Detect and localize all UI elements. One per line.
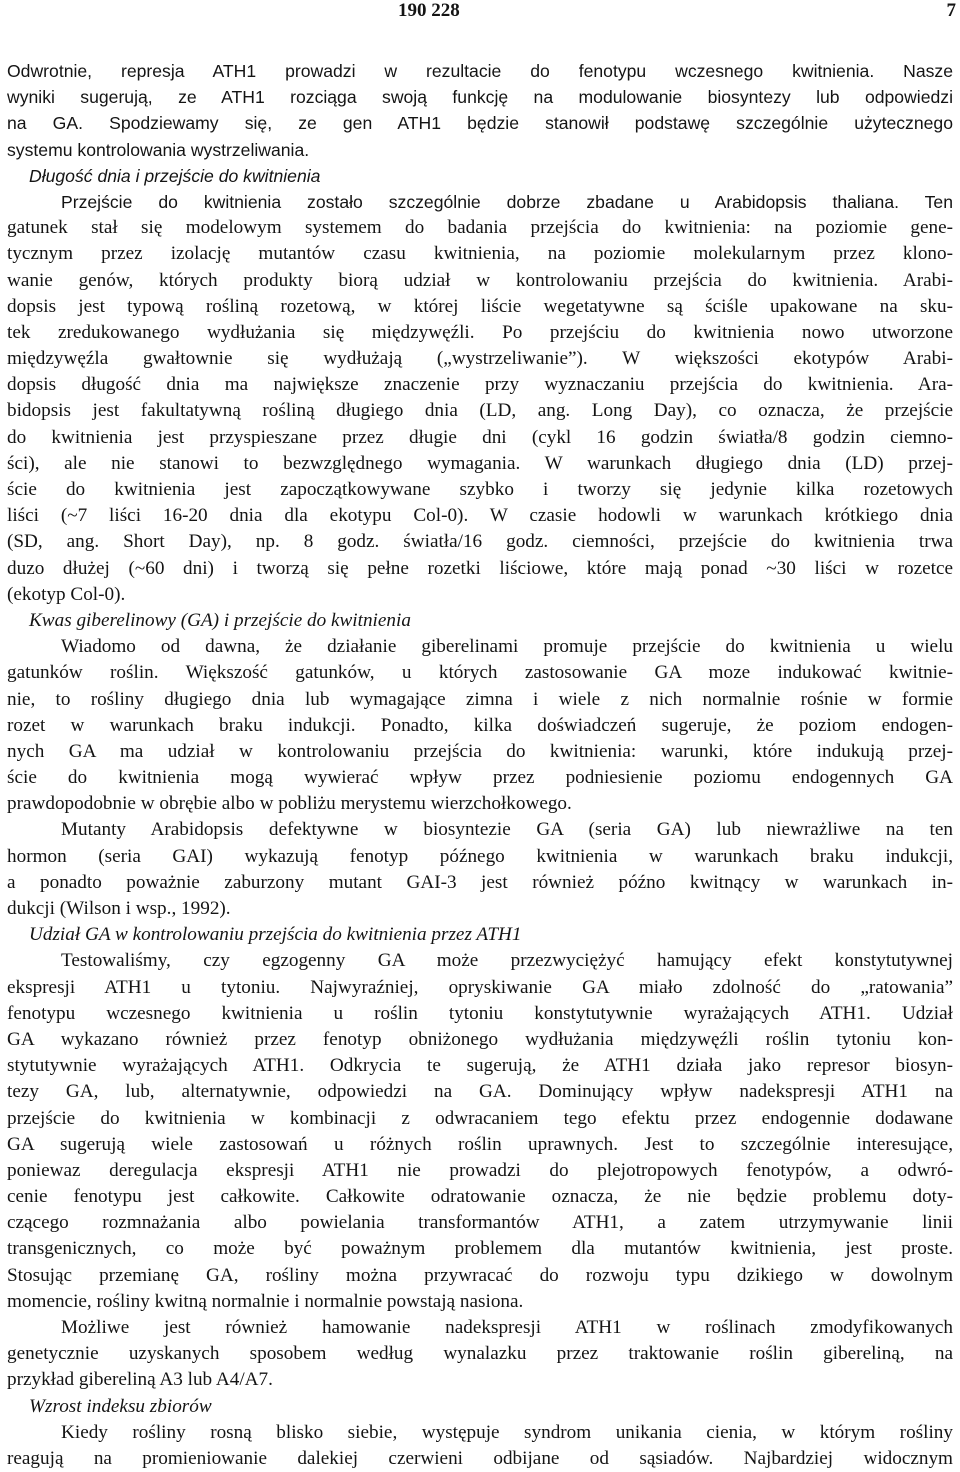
text-line: momencie, rośliny kwitną normalnie i normalnie powstają nasiona. <box>7 1290 524 1312</box>
text-line: Mutanty Arabidopsis defektywne w biosyntezie GA (seria GA) lub niewrażliwe na ten <box>61 819 953 841</box>
text-line: ście do kwitnienia jest zapoczątkowywane szybko i tworzy się jedynie kilka rozetowych <box>7 479 953 500</box>
text-line: przykład gibereliną A3 lub A4/A7. <box>7 1369 273 1391</box>
text-line: (SD, ang. Short Day), np. 8 godz. światła/16 godz. ciemności, przejście do kwitnienia trwa <box>7 531 953 553</box>
text-line: Kiedy rośliny rosną blisko siebie, występuje syndrom unikania cienia, w którym rośliny <box>61 1421 953 1443</box>
text-line: czącego rozmnażania albo powielania transformantów ATH1, a zatem utrzymywanie linii <box>7 1212 953 1234</box>
document-body <box>7 58 953 1472</box>
text-line: GA wykazano również przez fenotyp obniżonego wydłużania międzywęźli roślin tytoniu kon- <box>7 1028 953 1050</box>
text-line: gatunek stał się modelowym systemem do badania przejścia do kwitnienia: na poziomie gene- <box>7 217 953 239</box>
page-index: 7 <box>946 0 956 21</box>
text-line: Testowaliśmy, czy egzogenny GA może przezwyciężyć hamujący efekt konstytutywnej <box>61 950 953 972</box>
text-line: hormon (seria GAI) wykazują fenotyp późnego kwitnienia w warunkach braku indukcji, <box>7 845 953 867</box>
text-line: przejście do kwitnienia w kombinacji z odwracaniem tego efektu przez endogennie dodawane <box>7 1107 953 1129</box>
text-line: wanie genów, których produkty biorą udział w kontrolowaniu przejścia do kwitnienia. Arabi- <box>7 269 953 291</box>
text-line: dukcji (Wilson i wsp., 1992). <box>7 898 231 919</box>
text-line: GA sugerują wiele zastosowań u różnych roślin uprawnych. Jest to szczególnie interesujące, <box>7 1133 953 1155</box>
text-line: dopsis jest typową rośliną rozetową, w której liście wegetatywne są ściśle upakowane na sku- <box>7 295 953 317</box>
page-header <box>0 0 960 26</box>
text-line: na GA. Spodziewamy się, ze gen ATH1 będzie stanowił podstawę szczególnie użytecznego <box>7 113 953 134</box>
text-line: systemu kontrolowania wystrzeliwania. <box>7 139 310 160</box>
text-line: wyniki sugerują, ze ATH1 rozciąga swoją funkcję na modulowanie biosyntezy lub odpowiedzi <box>7 87 953 108</box>
text-line: tycznym przez izolację mutantów czasu kwitnienia, na poziomie molekularnym przez klono- <box>7 243 953 265</box>
text-line: ście do kwitnienia mogą wywierać wpływ przez podniesienie poziomu endogennych GA <box>7 767 953 789</box>
text-line: Stosując przemianę GA, rośliny można przywracać do rozwoju typu dzikiego w dowolnym <box>7 1264 953 1286</box>
text-line: stytutywnie wyrażających ATH1. Odkrycia te sugerują, że ATH1 działa jako represor biosyn- <box>7 1055 953 1077</box>
text-line: ekspresji ATH1 u tytoniu. Najwyraźniej, opryskiwanie GA miało zdolność do „ratowania” <box>7 976 953 998</box>
text-line: fenotypu wczesnego kwitnienia u roślin tytoniu konstytutywnie wyrażających ATH1. Udział <box>7 1002 953 1024</box>
section-heading: Udział GA w kontrolowaniu przejścia do kwitnienia przez ATH1 <box>29 924 522 946</box>
text-line: a ponadto poważnie zaburzony mutant GAI-3 jest również późno kwitnący w warunkach in- <box>7 871 953 893</box>
text-line: Odwrotnie, represja ATH1 prowadzi w rezultacie do fenotypu wczesnego kwitnienia. Nasze <box>7 61 953 81</box>
text-line: reagują na promieniowanie dalekiej czerwieni odbijane od sąsiadów. Najbardziej widocznym <box>7 1447 953 1469</box>
text-line: transgenicznych, co może być poważnym problemem dla mutantów kwitnienia, jest proste. <box>7 1238 953 1260</box>
text-line: ści), ale nie stanowi to bezwzględnego wymagania. W warunkach długiego dnia (LD) przej- <box>7 452 953 474</box>
page-number: 190 228 <box>398 0 460 21</box>
text-line: duzo dłużej (~60 dni) i tworzą się pełne rozetki liściowe, które mają ponad ~30 liści w rozetce <box>7 557 953 579</box>
text-line: Możliwe jest również hamowanie nadekspresji ATH1 w roślinach zmodyfikowanych <box>61 1317 953 1338</box>
text-line: genetycznie uzyskanych sposobem według wynalazku przez traktowanie roślin gibereliną, na <box>7 1343 953 1365</box>
text-line: tek zredukowanego wydłużania się międzywęźli. Po przejściu do kwitnienia nowo utworzone <box>7 321 953 343</box>
text-line: bidopsis jest fakultatywną rośliną długiego dnia (LD, ang. Long Day), co oznacza, że przejście <box>7 400 953 422</box>
text-line: tezy GA, lub, alternatywnie, odpowiedzi na GA. Dominujący wpływ nadekspresji ATH1 na <box>7 1081 953 1103</box>
section-heading: Kwas giberelinowy (GA) i przejście do kwitnienia <box>29 609 411 631</box>
text-line: (ekotyp Col-0). <box>7 583 126 605</box>
text-line: do kwitnienia jest przyspieszane przez długie dni (cykl 16 godzin światła/8 godzin ciemno- <box>7 426 953 448</box>
text-line: dopsis długość dnia ma największe znaczenie przy wyznaczaniu przejścia do kwitnienia. Ara- <box>7 374 953 396</box>
text-line: rozet w warunkach braku indukcji. Ponadto, kilka doświadczeń sugeruje, że poziom endogen- <box>7 714 953 736</box>
text-line: Wiadomo od dawna, że działanie giberelinami promuje przejście do kwitnienia u wielu <box>61 636 953 658</box>
section-heading: Wzrost indeksu zbiorów <box>29 1395 212 1417</box>
text-line: nie, to rośliny długiego dnia lub wymagające zimna i wiele z nich normalnie rośnie w formie <box>7 688 953 710</box>
section-heading: Długość dnia i przejście do kwitnienia <box>29 165 321 186</box>
text-line: Przejście do kwitnienia zostało szczególnie dobrze zbadane u Arabidopsis thaliana. Ten <box>61 191 953 212</box>
text-line: poniewaz deregulacja ekspresji ATH1 nie prowadzi do plejotropowych fenotypów, a odwró- <box>7 1159 953 1181</box>
text-line: gatunków roślin. Większość gatunków, u których zastosowanie GA moze indukować kwitnie- <box>7 662 953 684</box>
text-line: międzywęźla gwałtownie się wydłużają („wystrzeliwanie”). W większości ekotypów Arabi- <box>7 348 953 370</box>
text-line: liści (~7 liści 16-20 dnia dla ekotypu Col-0). W czasie hodowli w warunkach krótkiego dnia <box>7 505 953 527</box>
text-line: prawdopodobnie w obrębie albo w pobliżu merystemu wierzchołkowego. <box>7 793 572 815</box>
text-line: nych GA ma udział w kontrolowaniu przejścia do kwitnienia: warunki, które indukują przej- <box>7 740 953 762</box>
text-line: cenie fenotypu jest całkowite. Całkowite odratowanie oznacza, że nie będzie problemu doty- <box>7 1186 953 1208</box>
